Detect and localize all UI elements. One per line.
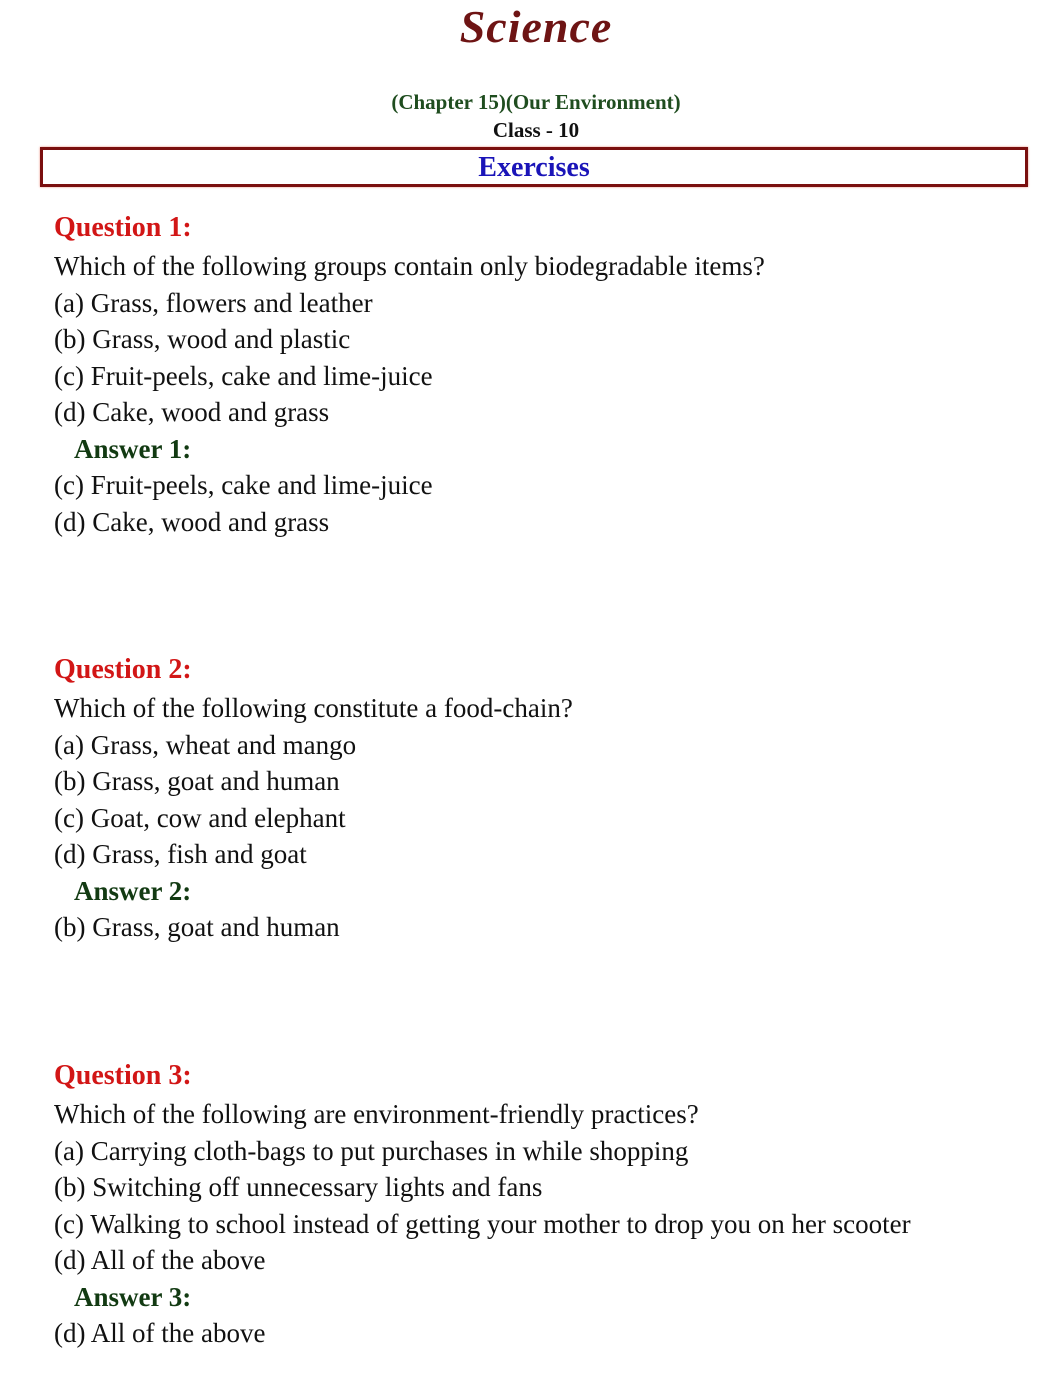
option-b: (b) Grass, wood and plastic — [54, 324, 351, 355]
option-b: (b) Grass, goat and human — [54, 766, 340, 797]
option-a: (a) Grass, wheat and mango — [54, 729, 357, 760]
section-title: Exercises — [478, 152, 590, 183]
answer-text: (d) Cake, wood and grass — [54, 506, 330, 537]
option-c: (c) Walking to school instead of getting your mother to drop you on her scooter — [54, 1208, 911, 1239]
question-heading: Question 2: — [54, 654, 192, 685]
option-b: (b) Switching off unnecessary lights and fans — [54, 1172, 543, 1203]
section-banner — [40, 147, 1028, 187]
answer-heading: Answer 3: — [74, 1281, 192, 1312]
question-text: Which of the following are environment-friendly practices? — [54, 1099, 699, 1129]
question-block-1 — [54, 208, 1044, 540]
question-block-2 — [54, 650, 1044, 946]
option-d: (d) Cake, wood and grass — [54, 397, 330, 428]
option-a: (a) Grass, flowers and leather — [54, 287, 373, 318]
question-block-3 — [54, 1056, 1044, 1352]
class-label: Class - 10 — [492, 118, 580, 142]
option-c: (c) Fruit-peels, cake and lime-juice — [54, 360, 433, 391]
option-a: (a) Carrying cloth-bags to put purchases in while shopping — [54, 1135, 689, 1166]
answer-text: (d) All of the above — [54, 1317, 266, 1348]
option-c: (c) Goat, cow and elephant — [54, 802, 346, 833]
question-text: Which of the following constitute a food-chain? — [54, 693, 573, 723]
option-d: (d) Grass, fish and goat — [54, 839, 307, 870]
question-heading: Question 1: — [54, 212, 192, 243]
question-text: Which of the following groups contain only biodegradable items? — [54, 251, 765, 281]
chapter-subtitle: (Chapter 15)(Our Environment) — [391, 90, 681, 114]
answer-heading: Answer 2: — [74, 875, 192, 906]
answer-text: (b) Grass, goat and human — [54, 911, 340, 942]
question-heading: Question 3: — [54, 1060, 192, 1091]
answer-text: (c) Fruit-peels, cake and lime-juice — [54, 469, 433, 500]
page-title: Science — [459, 1, 613, 52]
option-d: (d) All of the above — [54, 1245, 266, 1276]
answer-heading: Answer 1: — [74, 433, 192, 464]
